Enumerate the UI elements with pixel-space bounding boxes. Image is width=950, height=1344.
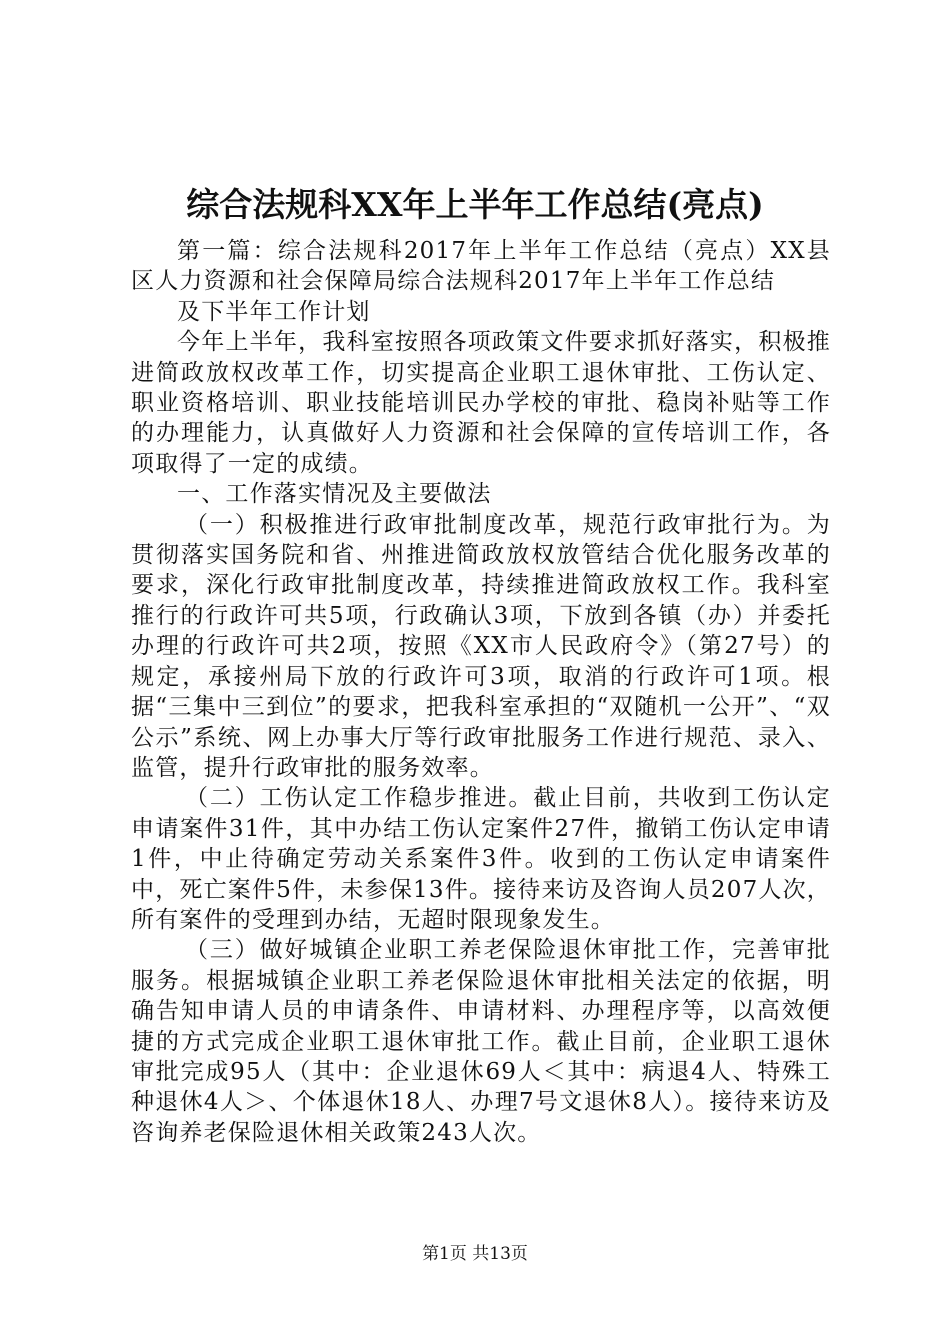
paragraph-item-2: （二）工伤认定工作稳步推进。截止目前，共收到工伤认定申请案件31件，其中办结工伤认定案件27件，撤销工伤认定申请1件，中止待确定劳动关系案件3件。收到的工伤认定申请案件中，死亡案件5件，未参保13件。接待来访及咨询人员207人次，所有案件的受理到办结，无超时限现象发生。: [131, 785, 831, 933]
section-heading-1: 一、工作落实情况及主要做法: [177, 481, 492, 508]
page-number-footer: 第1页 共13页: [422, 1244, 528, 1264]
paragraph-summary: 今年上半年，我科室按照各项政策文件要求抓好落实，积极推进简政放权改革工作，切实提高企业职工退休审批、工伤认定、职业资格培训、职业技能培训民办学校的审批、稳岗补贴等工作的办理能力，认真做好人力资源和社会保障的宣传培训工作，各项取得了一定的成绩。: [131, 329, 831, 477]
paragraph-intro: 第一篇：综合法规科2017年上半年工作总结（亮点）XX县区人力资源和社会保障局综合法规科2017年上半年工作总结: [131, 238, 831, 295]
paragraph-item-3: （三）做好城镇企业职工养老保险退休审批工作，完善审批服务。根据城镇企业职工养老保险退休审批相关法定的依据，明确告知申请人员的申请条件、申请材料、办理程序等，以高效便捷的方式完成企业职工退休审批工作。截止目前，企业职工退休审批完成95人（其中：企业退休69人＜其中：病退4人、特殊工种退休4人＞、个体退休18人、办理7号文退休8人）。接待来访及咨询养老保险退休相关政策243人次。: [131, 937, 831, 1146]
paragraph-item-1: （一）积极推进行政审批制度改革，规范行政审批行为。为贯彻落实国务院和省、州推进简政放权放管结合优化服务改革的要求，深化行政审批制度改革，持续推进简政放权工作。我科室推行的行政许可共5项，行政确认3项，下放到各镇（办）并委托办理的行政许可共2项，按照《XX市人民政府令》（第27号）的规定，承接州局下放的行政许可3项，取消的行政许可1项。根据“三集中三到位”的要求，把我科室承担的“双随机一公开”、“双公示”系统、网上办事大厅等行政审批服务工作进行规范、录入、监管，提升行政审批的服务效率。: [131, 511, 831, 781]
document-body: [131, 236, 831, 1148]
paragraph-intro-continued: 及下半年工作计划: [177, 298, 371, 325]
document-title: 综合法规科XX年上半年工作总结(亮点): [186, 185, 764, 224]
